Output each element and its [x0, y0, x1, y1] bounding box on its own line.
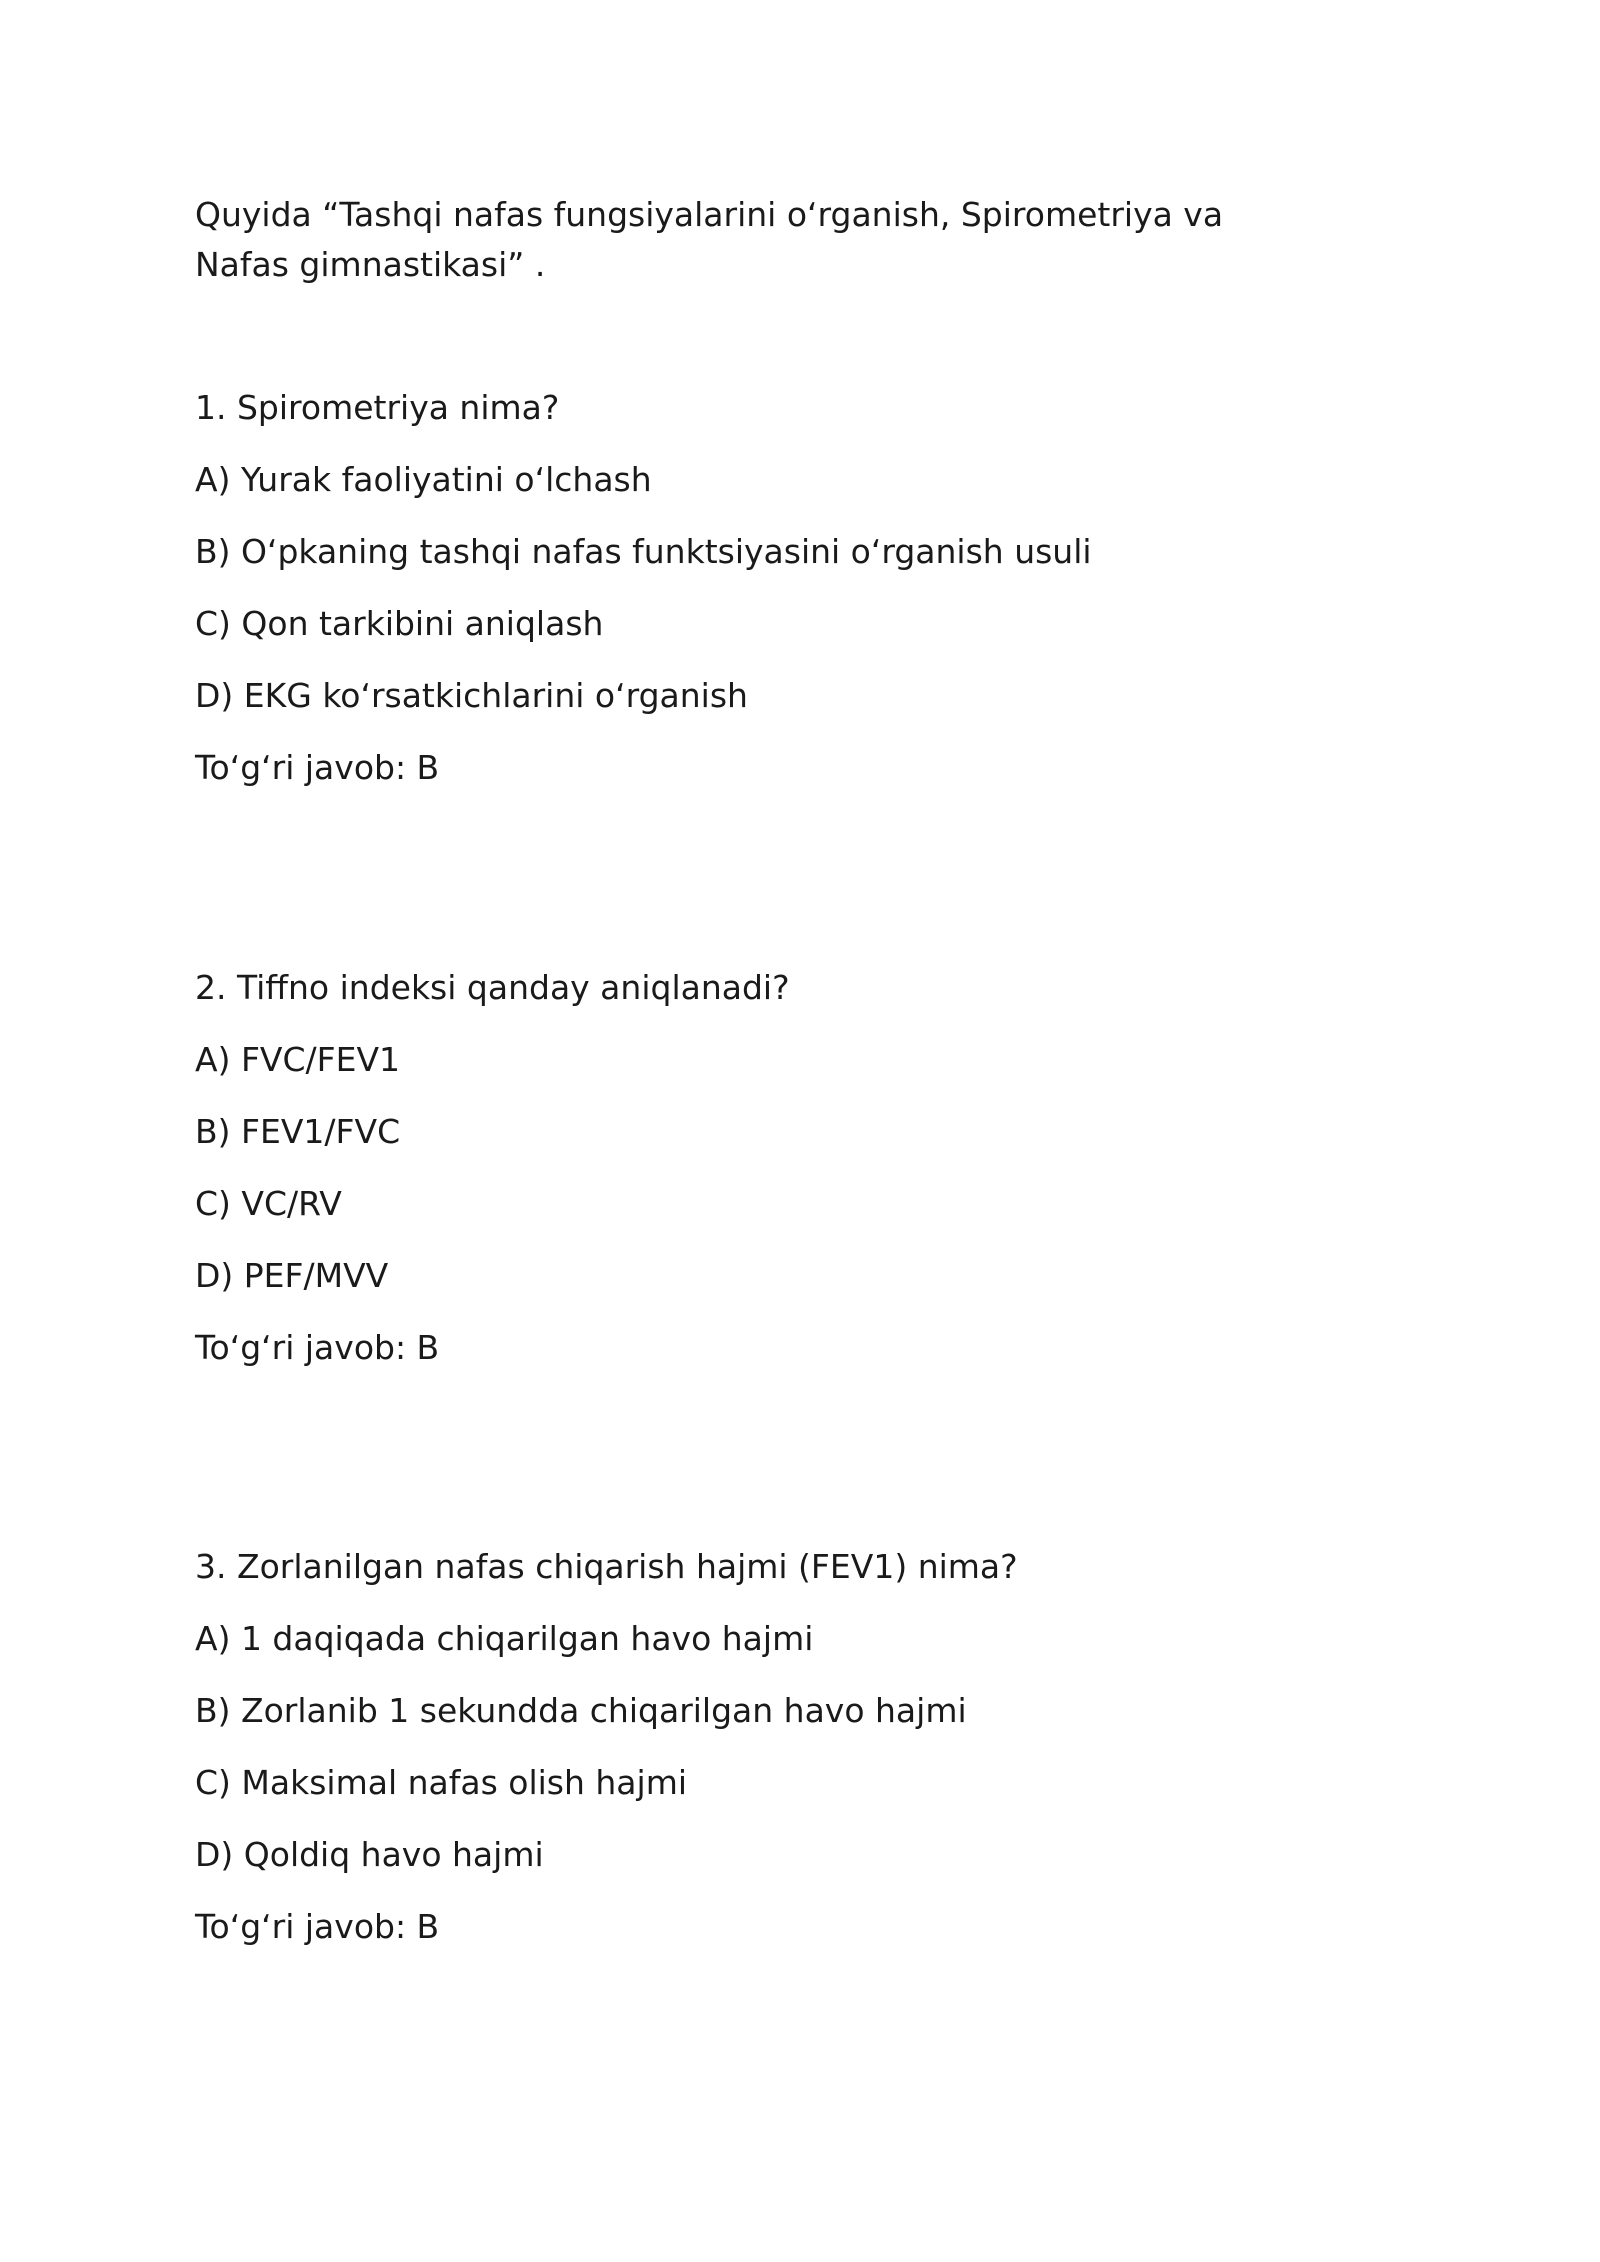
correct-answer: To‘g‘ri javob: B: [195, 748, 440, 787]
question-text: 2. Tiffno indeksi qanday aniqlanadi?: [195, 968, 790, 1007]
option-c: C) Qon tarkibini aniqlash: [195, 604, 604, 643]
question-block-2: [195, 968, 1435, 1400]
question-block-3: [195, 1547, 1435, 1979]
option-d: D) EKG ko‘rsatkichlarini o‘rganish: [195, 676, 748, 715]
correct-answer: To‘g‘ri javob: B: [195, 1328, 440, 1367]
option-a: A) Yurak faoliyatini o‘lchash: [195, 460, 652, 499]
question-block-1: [195, 388, 1435, 820]
option-b: B) Zorlanib 1 sekundda chiqarilgan havo hajmi: [195, 1691, 967, 1730]
option-a: A) FVC/FEV1: [195, 1040, 401, 1079]
option-a: A) 1 daqiqada chiqarilgan havo hajmi: [195, 1619, 814, 1658]
question-text: 3. Zorlanilgan nafas chiqarish hajmi (FEV1) nima?: [195, 1547, 1018, 1586]
question-text: 1. Spirometriya nima?: [195, 388, 560, 427]
option-b: B) O‘pkaning tashqi nafas funktsiyasini o‘rganish usuli: [195, 532, 1092, 571]
option-c: C) VC/RV: [195, 1184, 342, 1223]
option-d: D) Qoldiq havo hajmi: [195, 1835, 544, 1874]
correct-answer: To‘g‘ri javob: B: [195, 1907, 440, 1946]
option-d: D) PEF/MVV: [195, 1256, 389, 1295]
document-page: [195, 190, 1435, 1946]
intro-text: Quyida “Tashqi nafas fungsiyalarini o‘rganish, Spirometriya va Nafas gimnastikasi” .: [195, 195, 1224, 284]
option-b: B) FEV1/FVC: [195, 1112, 401, 1151]
option-c: C) Maksimal nafas olish hajmi: [195, 1763, 688, 1802]
